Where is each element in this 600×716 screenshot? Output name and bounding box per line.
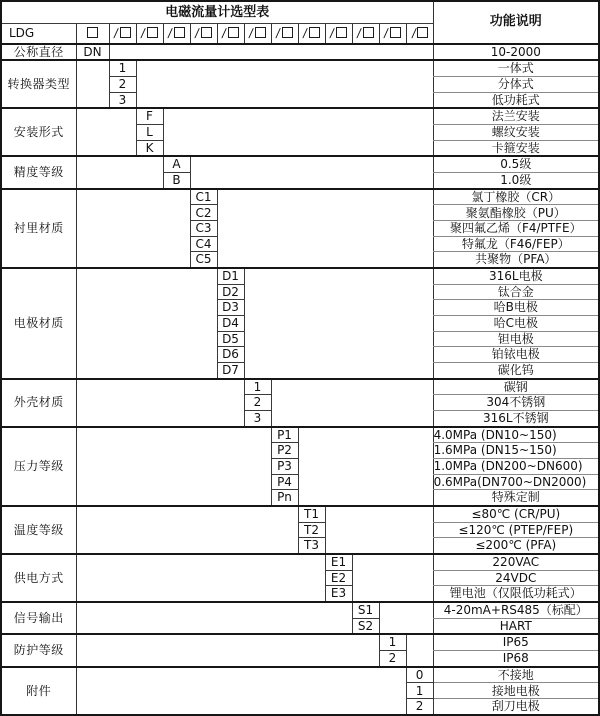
- slash-separator: /: [275, 26, 282, 41]
- spacer-cell: [190, 156, 433, 188]
- description-cell-signal-output: HART: [433, 618, 599, 634]
- code-cell-nominal-diameter: DN: [76, 44, 109, 61]
- code-cell-installation-form: F: [136, 108, 163, 124]
- table-title: 电磁流量计选型表: [1, 1, 433, 24]
- description-cell-temperature-class: ≤120℃ (PTEP/FEP): [433, 522, 599, 538]
- code-cell-converter-type: 2: [109, 77, 136, 93]
- description-cell-electrode-material: 铂铱电极: [433, 347, 599, 363]
- description-cell-housing-material: 304不锈钢: [433, 395, 599, 411]
- description-cell-electrode-material: 碳化钨: [433, 362, 599, 378]
- code-cell-housing-material: 2: [244, 395, 271, 411]
- code-cell-electrode-material: D3: [217, 300, 244, 316]
- code-cell-housing-material: 1: [244, 379, 271, 395]
- code-cell-protection-class: 1: [379, 634, 406, 650]
- spacer-cell: [271, 379, 433, 427]
- description-cell-nominal-diameter: 10-2000: [433, 44, 599, 61]
- code-cell-lining-material: C2: [190, 205, 217, 221]
- spacer-cell: [406, 634, 433, 666]
- category-label-nominal-diameter: 公称直径: [1, 44, 76, 61]
- description-cell-electrode-material: 钛合金: [433, 284, 599, 300]
- code-slot: [271, 24, 298, 44]
- description-cell-accessories: 刮刀电极: [433, 699, 599, 715]
- code-cell-signal-output: S1: [352, 602, 379, 618]
- code-cell-accuracy-class: A: [163, 156, 190, 172]
- checkbox-icon: [336, 27, 347, 38]
- description-cell-lining-material: 氯丁橡胶（CR）: [433, 189, 599, 205]
- spacer-cell: [76, 189, 190, 268]
- code-slot: [136, 24, 163, 44]
- description-cell-converter-type: 分体式: [433, 77, 599, 93]
- spacer-cell: [76, 379, 244, 427]
- code-slot: [76, 24, 109, 44]
- spacer-cell: [244, 268, 433, 379]
- category-label-signal-output: 信号输出: [1, 602, 76, 634]
- category-label-accuracy-class: 精度等级: [1, 156, 76, 188]
- description-cell-installation-form: 螺纹安装: [433, 125, 599, 141]
- spacer-cell: [379, 602, 433, 634]
- description-cell-lining-material: 聚四氟乙烯（F4/PTFE）: [433, 221, 599, 237]
- spacer-cell: [76, 506, 298, 554]
- code-cell-pressure-class: P3: [271, 458, 298, 474]
- description-cell-power-supply: 锂电池（仅限低功耗式）: [433, 586, 599, 602]
- description-cell-electrode-material: 316L电极: [433, 268, 599, 284]
- checkbox-icon: [417, 27, 428, 38]
- code-cell-protection-class: 2: [379, 651, 406, 667]
- description-cell-installation-form: 法兰安装: [433, 108, 599, 124]
- description-cell-lining-material: 共聚物（PFA）: [433, 252, 599, 268]
- code-cell-pressure-class: P2: [271, 443, 298, 459]
- slash-separator: /: [140, 26, 147, 41]
- code-cell-converter-type: 3: [109, 92, 136, 108]
- description-cell-housing-material: 碳钢: [433, 379, 599, 395]
- code-slot: [163, 24, 190, 44]
- code-cell-electrode-material: D4: [217, 316, 244, 332]
- category-label-installation-form: 安装形式: [1, 108, 76, 156]
- code-cell-electrode-material: D1: [217, 268, 244, 284]
- code-cell-electrode-material: D6: [217, 347, 244, 363]
- description-cell-protection-class: IP65: [433, 634, 599, 650]
- checkbox-icon: [120, 27, 131, 38]
- description-cell-converter-type: 一体式: [433, 60, 599, 76]
- description-cell-power-supply: 24VDC: [433, 570, 599, 586]
- category-label-temperature-class: 温度等级: [1, 506, 76, 554]
- description-cell-electrode-material: 钽电极: [433, 331, 599, 347]
- slash-separator: /: [383, 26, 390, 41]
- description-cell-converter-type: 低功耗式: [433, 92, 599, 108]
- code-cell-signal-output: S2: [352, 618, 379, 634]
- spacer-cell: [217, 189, 433, 268]
- code-cell-temperature-class: T3: [298, 538, 325, 554]
- spacer-cell: [163, 108, 433, 156]
- code-cell-electrode-material: D7: [217, 362, 244, 378]
- category-label-pressure-class: 压力等级: [1, 427, 76, 506]
- model-prefix: LDG: [1, 24, 76, 44]
- category-label-electrode-material: 电极材质: [1, 268, 76, 379]
- slash-separator: /: [329, 26, 336, 41]
- spacer-cell: [352, 554, 433, 602]
- description-cell-electrode-material: 哈C电极: [433, 316, 599, 332]
- category-label-accessories: 附件: [1, 667, 76, 715]
- description-cell-pressure-class: 1.6MPa (DN15~150): [433, 443, 599, 459]
- code-cell-power-supply: E1: [325, 554, 352, 570]
- checkbox-icon: [174, 27, 185, 38]
- slash-separator: /: [113, 26, 120, 41]
- description-cell-signal-output: 4-20mA+RS485（标配）: [433, 602, 599, 618]
- code-cell-electrode-material: D5: [217, 331, 244, 347]
- function-column-header: 功能说明: [433, 1, 599, 44]
- description-cell-pressure-class: 4.0MPa (DN10~150): [433, 427, 599, 443]
- category-label-protection-class: 防护等级: [1, 634, 76, 666]
- description-cell-pressure-class: 0.6MPa(DN700~DN2000): [433, 474, 599, 490]
- code-cell-pressure-class: Pn: [271, 490, 298, 506]
- description-cell-protection-class: IP68: [433, 651, 599, 667]
- category-label-lining-material: 衬里材质: [1, 189, 76, 268]
- code-cell-accessories: 2: [406, 699, 433, 715]
- description-cell-installation-form: 卡箍安装: [433, 140, 599, 156]
- code-slot: [217, 24, 244, 44]
- code-cell-power-supply: E2: [325, 570, 352, 586]
- code-cell-temperature-class: T2: [298, 522, 325, 538]
- checkbox-icon: [228, 27, 239, 38]
- spacer-cell: [76, 60, 109, 108]
- checkbox-icon: [282, 27, 293, 38]
- slash-separator: /: [410, 26, 417, 41]
- spacer-cell: [76, 602, 352, 634]
- code-slot: [190, 24, 217, 44]
- category-label-converter-type: 转换器类型: [1, 60, 76, 108]
- slash-separator: /: [167, 26, 174, 41]
- description-cell-lining-material: 特氟龙（F46/FEP）: [433, 236, 599, 252]
- category-label-power-supply: 供电方式: [1, 554, 76, 602]
- code-cell-lining-material: C4: [190, 236, 217, 252]
- code-slot: [406, 24, 433, 44]
- code-slot: [244, 24, 271, 44]
- code-cell-pressure-class: P4: [271, 474, 298, 490]
- checkbox-icon: [390, 27, 401, 38]
- description-cell-power-supply: 220VAC: [433, 554, 599, 570]
- spacer-cell: [76, 268, 217, 379]
- code-cell-installation-form: K: [136, 140, 163, 156]
- code-cell-accuracy-class: B: [163, 173, 190, 189]
- code-cell-converter-type: 1: [109, 60, 136, 76]
- code-slot: [109, 24, 136, 44]
- code-cell-pressure-class: P1: [271, 427, 298, 443]
- checkbox-icon: [201, 27, 212, 38]
- code-cell-lining-material: C3: [190, 221, 217, 237]
- code-cell-housing-material: 3: [244, 410, 271, 426]
- spacer-cell: [109, 44, 433, 61]
- spacer-cell: [76, 108, 136, 156]
- checkbox-icon: [309, 27, 320, 38]
- slash-separator: /: [221, 26, 228, 41]
- checkbox-icon: [147, 27, 158, 38]
- description-cell-accessories: 不接地: [433, 667, 599, 683]
- code-cell-electrode-material: D2: [217, 284, 244, 300]
- spacer-cell: [325, 506, 433, 554]
- code-slot: [298, 24, 325, 44]
- slash-separator: /: [194, 26, 201, 41]
- spacer-cell: [76, 554, 325, 602]
- code-cell-lining-material: C1: [190, 189, 217, 205]
- description-cell-pressure-class: 1.0MPa (DN200~DN600): [433, 458, 599, 474]
- code-cell-power-supply: E3: [325, 586, 352, 602]
- category-label-housing-material: 外壳材质: [1, 379, 76, 427]
- code-cell-installation-form: L: [136, 125, 163, 141]
- spacer-cell: [76, 667, 406, 715]
- code-cell-accessories: 1: [406, 683, 433, 699]
- slash-separator: /: [248, 26, 255, 41]
- checkbox-icon: [87, 27, 98, 38]
- code-slot: [352, 24, 379, 44]
- code-cell-lining-material: C5: [190, 252, 217, 268]
- code-cell-temperature-class: T1: [298, 506, 325, 522]
- description-cell-pressure-class: 特殊定制: [433, 490, 599, 506]
- spacer-cell: [298, 427, 433, 506]
- slash-separator: /: [356, 26, 363, 41]
- description-cell-accuracy-class: 1.0级: [433, 173, 599, 189]
- description-cell-electrode-material: 哈B电极: [433, 300, 599, 316]
- code-slot: [325, 24, 352, 44]
- checkbox-icon: [255, 27, 266, 38]
- description-cell-temperature-class: ≤200℃ (PFA): [433, 538, 599, 554]
- description-cell-accessories: 接地电极: [433, 683, 599, 699]
- spacer-cell: [76, 156, 163, 188]
- spacer-cell: [76, 634, 379, 666]
- checkbox-icon: [363, 27, 374, 38]
- description-cell-lining-material: 聚氨酯橡胶（PU）: [433, 205, 599, 221]
- slash-separator: /: [302, 26, 309, 41]
- description-cell-housing-material: 316L不锈钢: [433, 410, 599, 426]
- code-cell-accessories: 0: [406, 667, 433, 683]
- description-cell-accuracy-class: 0.5级: [433, 156, 599, 172]
- code-slot: [379, 24, 406, 44]
- spacer-cell: [76, 427, 271, 506]
- spacer-cell: [136, 60, 433, 108]
- description-cell-temperature-class: ≤80℃ (CR/PU): [433, 506, 599, 522]
